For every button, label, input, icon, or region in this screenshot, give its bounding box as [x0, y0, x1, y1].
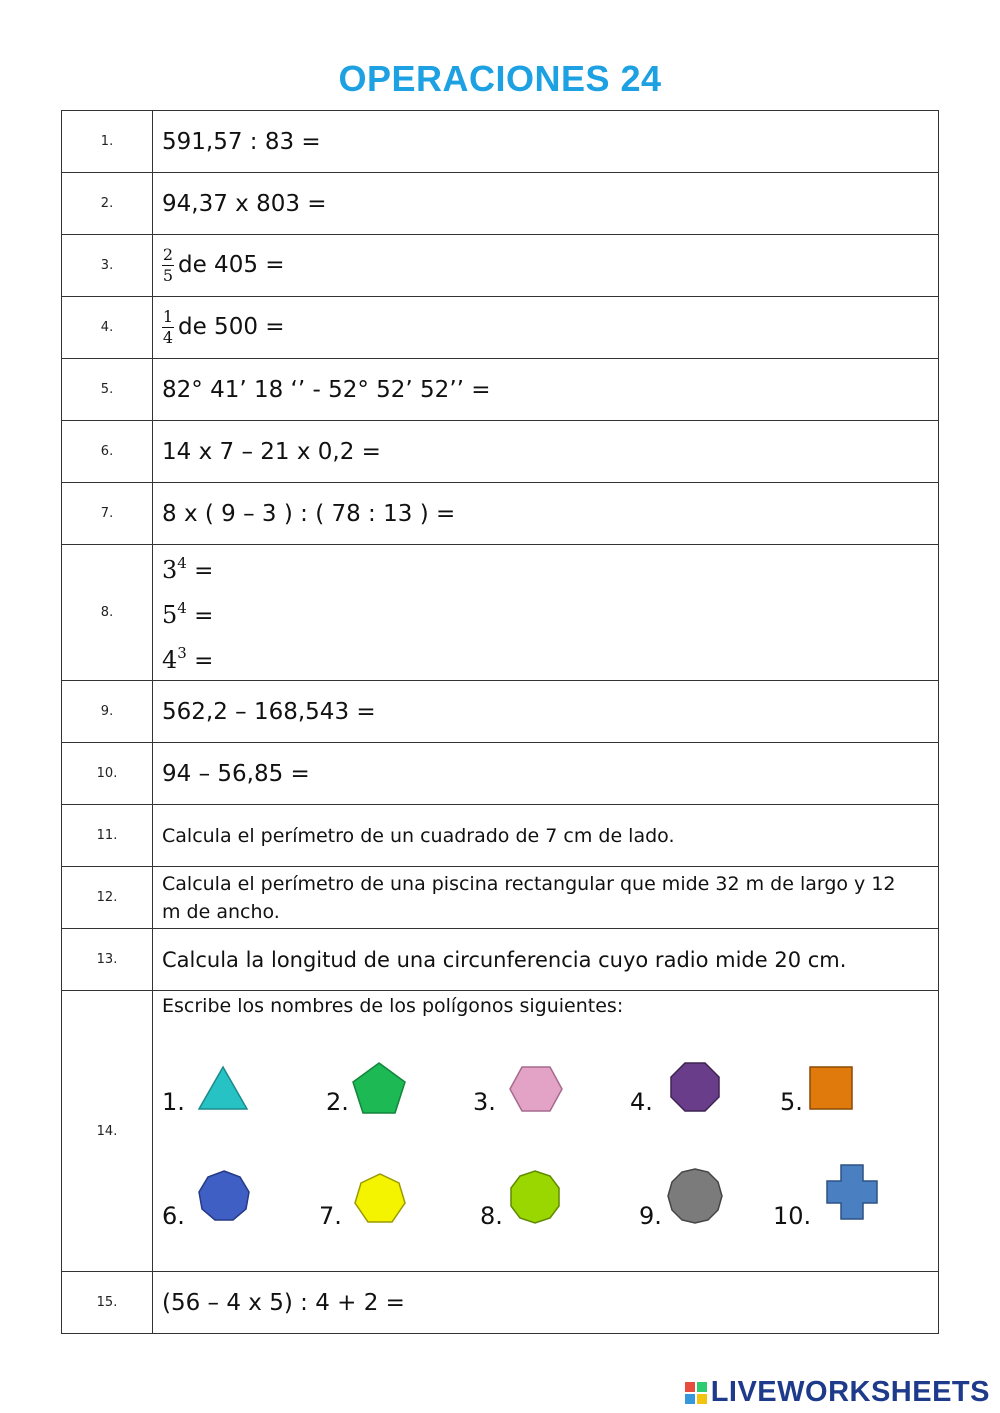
polygon-label: 6. — [162, 1202, 185, 1230]
row-number: 4. — [62, 297, 153, 359]
row-number: 10. — [62, 743, 153, 805]
table-row — [62, 359, 939, 421]
power-exponent: 4 — [177, 599, 187, 617]
exercise-table — [61, 110, 939, 1334]
table-row — [62, 421, 939, 483]
polygon-cell — [153, 991, 939, 1272]
decagon-icon — [507, 1169, 563, 1225]
nonagon-icon — [197, 1169, 251, 1223]
row-number: 7. — [62, 483, 153, 545]
row-number: 6. — [62, 421, 153, 483]
exercise-text: Calcula la longitud de una circunferencia cuyo radio mide 20 cm. — [153, 929, 939, 991]
table-row — [62, 867, 939, 929]
polygon-label: 10. — [773, 1202, 812, 1230]
polygon-label: 8. — [480, 1202, 503, 1230]
row-number: 3. — [62, 235, 153, 297]
row-number: 11. — [62, 805, 153, 867]
row-number: 8. — [62, 545, 153, 681]
dodecagon-icon — [666, 1167, 724, 1225]
polygon-label: 3. — [473, 1088, 496, 1116]
table-row — [62, 1272, 939, 1334]
fraction — [162, 307, 174, 348]
exercise-cell — [153, 235, 939, 297]
row-number: 9. — [62, 681, 153, 743]
fraction-numerator: 2 — [162, 245, 174, 264]
exercise-cell — [153, 545, 939, 681]
exercise-text: 562,2 – 168,543 = — [153, 681, 939, 743]
heptagon-icon — [353, 1172, 407, 1224]
exercise-text: Escribe los nombres de los polígonos siguientes: — [162, 995, 624, 1017]
octagon-icon — [669, 1061, 721, 1113]
row-number: 15. — [62, 1272, 153, 1334]
power-equals: = — [186, 558, 214, 584]
exercise-text: 14 x 7 – 21 x 0,2 = — [153, 421, 939, 483]
logo-mark-icon — [685, 1382, 707, 1404]
exercise-text: Calcula el perímetro de un cuadrado de 7 cm de lado. — [153, 805, 939, 867]
table-row — [62, 545, 939, 681]
power-exponent: 3 — [177, 644, 187, 662]
page-title: OPERACIONES 24 — [338, 58, 662, 99]
square-icon — [808, 1065, 854, 1111]
fraction-numerator: 1 — [162, 307, 174, 326]
power-line — [162, 635, 938, 680]
triangle-icon — [197, 1065, 249, 1111]
exercise-text: 94 – 56,85 = — [153, 743, 939, 805]
exercise-text: 591,57 : 83 = — [153, 111, 939, 173]
power-line — [162, 545, 938, 590]
polygon-label: 2. — [326, 1088, 349, 1116]
table-row — [62, 929, 939, 991]
power-exponent: 4 — [177, 554, 187, 572]
table-row — [62, 681, 939, 743]
exercise-text: de 405 = — [178, 252, 285, 278]
exercise-text: de 500 = — [178, 314, 285, 340]
fraction-denominator: 5 — [162, 266, 174, 285]
polygon-label: 5. — [780, 1088, 803, 1116]
table-row — [62, 991, 939, 1272]
table-row — [62, 805, 939, 867]
exercise-text: 82° 41’ 18 ‘’ - 52° 52’ 52’’ = — [153, 359, 939, 421]
table-row — [62, 483, 939, 545]
row-number: 13. — [62, 929, 153, 991]
exercise-text: (56 – 4 x 5) : 4 + 2 = — [153, 1272, 939, 1334]
exercise-text: 94,37 x 803 = — [153, 173, 939, 235]
table-row — [62, 173, 939, 235]
pentagon-icon — [351, 1061, 407, 1115]
cross-icon — [825, 1163, 879, 1221]
power-base: 5 — [162, 601, 178, 629]
logo-text: LIVEWORKSHEETS — [710, 1376, 990, 1408]
exercise-text: Calcula el perímetro de una piscina rectangular que mide 32 m de largo y 12 m de ancho. — [153, 867, 939, 929]
row-number: 1. — [62, 111, 153, 173]
polygon-label: 4. — [630, 1088, 653, 1116]
hexagon-icon — [508, 1065, 564, 1113]
power-base: 4 — [162, 646, 178, 674]
power-equals: = — [186, 648, 214, 674]
row-number: 12. — [62, 867, 153, 929]
row-number: 2. — [62, 173, 153, 235]
exercise-text: 8 x ( 9 – 3 ) : ( 78 : 13 ) = — [153, 483, 939, 545]
polygon-label: 1. — [162, 1088, 185, 1116]
polygon-label: 7. — [319, 1202, 342, 1230]
liveworksheets-logo — [685, 1376, 990, 1409]
power-line — [162, 590, 938, 635]
fraction-denominator: 4 — [162, 328, 174, 347]
table-row — [62, 743, 939, 805]
exercise-cell — [153, 297, 939, 359]
row-number: 5. — [62, 359, 153, 421]
table-row — [62, 297, 939, 359]
row-number: 14. — [62, 991, 153, 1272]
power-base: 3 — [162, 556, 178, 584]
table-row — [62, 111, 939, 173]
table-row — [62, 235, 939, 297]
fraction — [162, 245, 174, 286]
power-equals: = — [186, 603, 214, 629]
polygon-label: 9. — [639, 1202, 662, 1230]
